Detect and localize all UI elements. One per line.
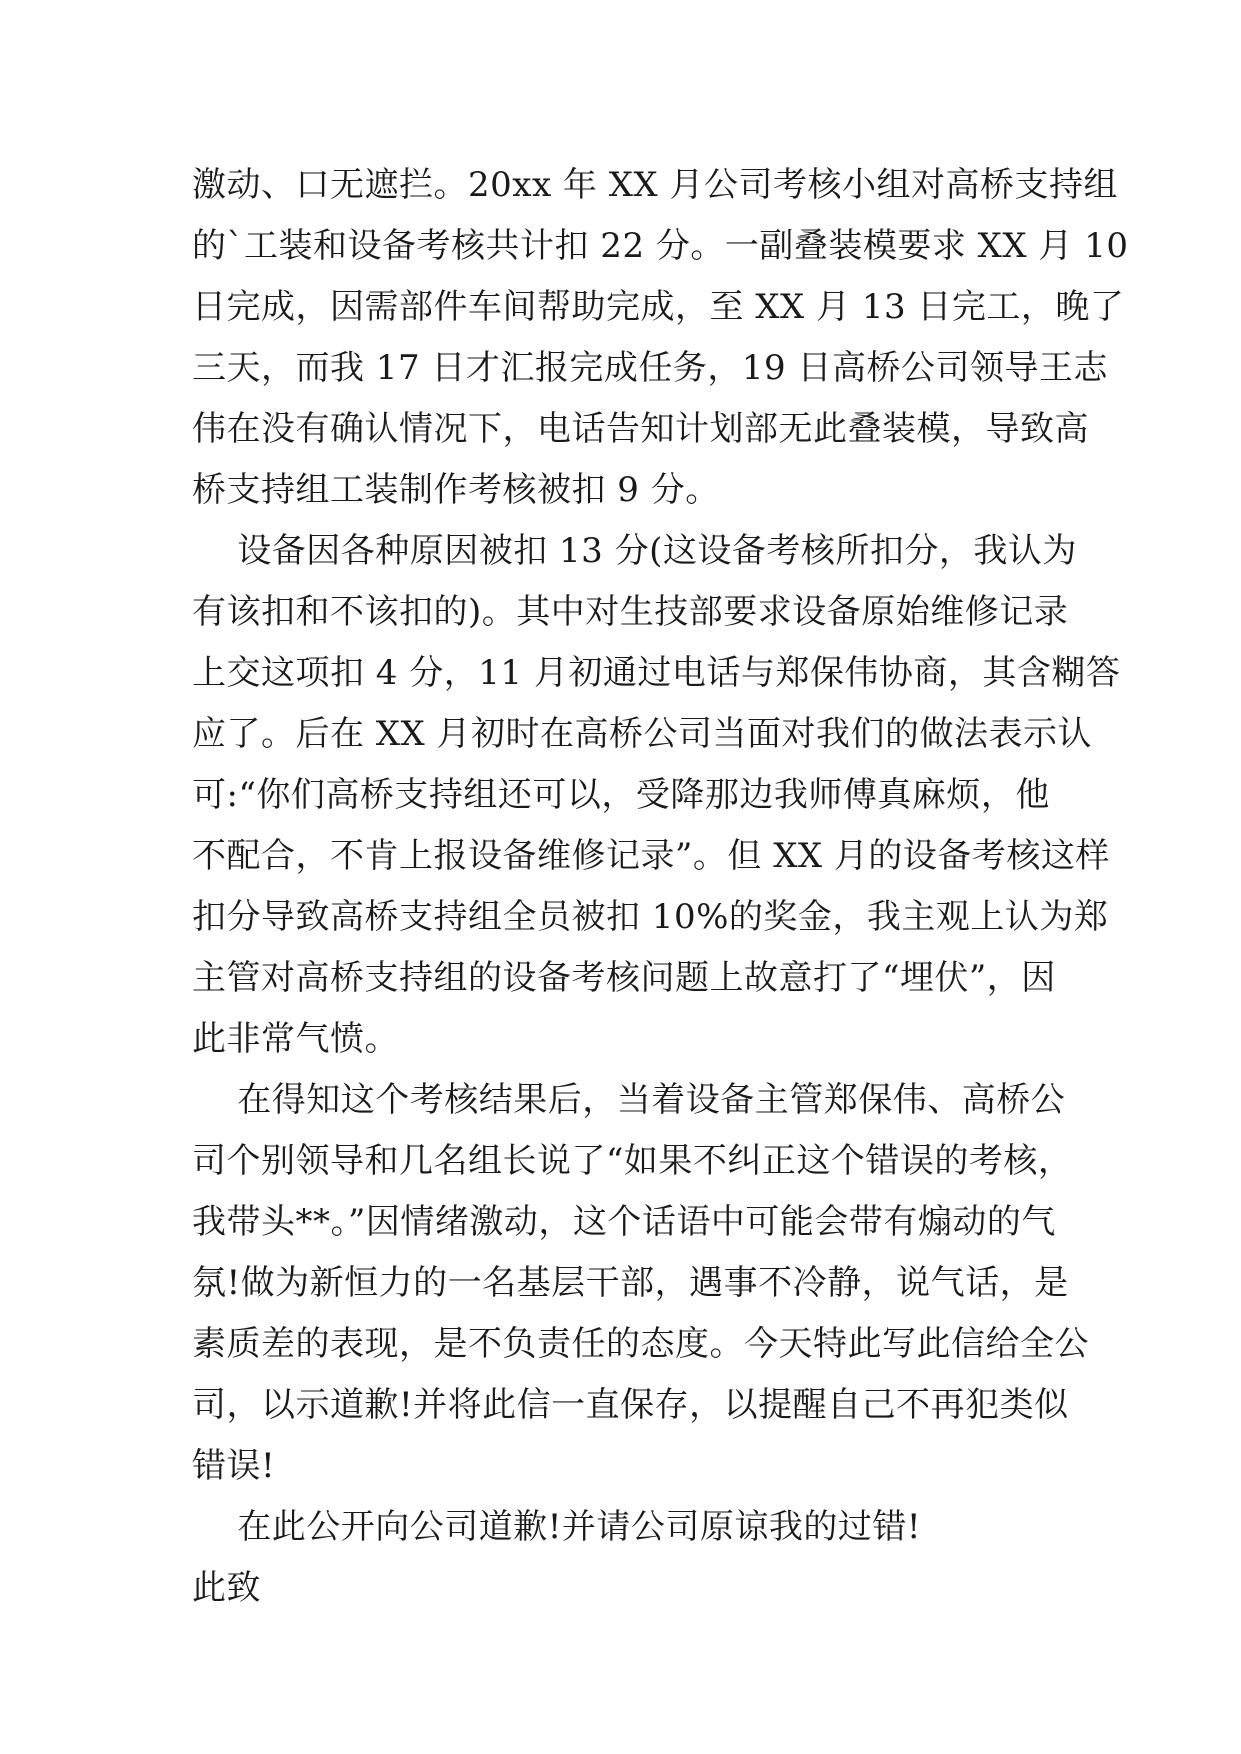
text-line: 我带头**。”因情绪激动，这个话语中可能会带有煽动的气 [192, 1202, 1056, 1242]
text-line: 在得知这个考核结果后，当着设备主管郑保伟、高桥公 [192, 1080, 1066, 1120]
text-line: 扣分导致高桥支持组全员被扣 10%的奖金，我主观上认为郑 [192, 897, 1109, 937]
text-line: 有该扣和不该扣的)。其中对生技部要求设备原始维修记录 [192, 592, 1069, 632]
text-line: 三天，而我 17 日才汇报完成任务，19 日高桥公司领导王志 [192, 348, 1108, 388]
text-line: 主管对高桥支持组的设备考核问题上故意打了“埋伏”，因 [192, 958, 1056, 998]
text-line: 上交这项扣 4 分，11 月初通过电话与郑保伟协商，其含糊答 [192, 653, 1121, 693]
text-line: 氛!做为新恒力的一名基层干部，遇事不冷静，说气话，是 [192, 1263, 1069, 1303]
text-line: 司，以示道歉!并将此信一直保存，以提醒自己不再犯类似 [192, 1385, 1069, 1425]
text-line: 错误! [192, 1446, 276, 1486]
text-line: 不配合，不肯上报设备维修记录”。但 XX 月的设备考核这样 [192, 836, 1110, 876]
text-line: 素质差的表现，是不负责任的态度。今天特此写此信给全公 [192, 1324, 1089, 1364]
text-line: 桥支持组工装制作考核被扣 9 分。 [192, 470, 720, 510]
letter-body [192, 155, 1129, 1619]
text-line: 可:“你们高桥支持组还可以，受降那边我师傅真麻烦，他 [192, 775, 1050, 815]
text-line: 在此公开向公司道歉!并请公司原谅我的过错! [192, 1507, 922, 1547]
text-line: 应了。后在 XX 月初时在高桥公司当面对我们的做法表示认 [192, 714, 1093, 754]
text-line: 此非常气愤。 [192, 1019, 399, 1059]
text-line: 的`工装和设备考核共计扣 22 分。一副叠装模要求 XX 月 10 [192, 226, 1129, 266]
text-line: 激动、口无遮拦。20xx 年 XX 月公司考核小组对高桥支持组 [192, 165, 1118, 205]
salutation-closing: 此致 [192, 1568, 261, 1608]
text-line: 伟在没有确认情况下，电话告知计划部无此叠装模，导致高 [192, 409, 1089, 449]
text-line: 司个别领导和几名组长说了“如果不纠正这个错误的考核， [192, 1141, 1073, 1181]
text-line: 日完成，因需部件车间帮助完成，至 XX 月 13 日完工，晚了 [192, 287, 1125, 327]
text-line: 设备因各种原因被扣 13 分(这设备考核所扣分，我认为 [192, 531, 1077, 571]
